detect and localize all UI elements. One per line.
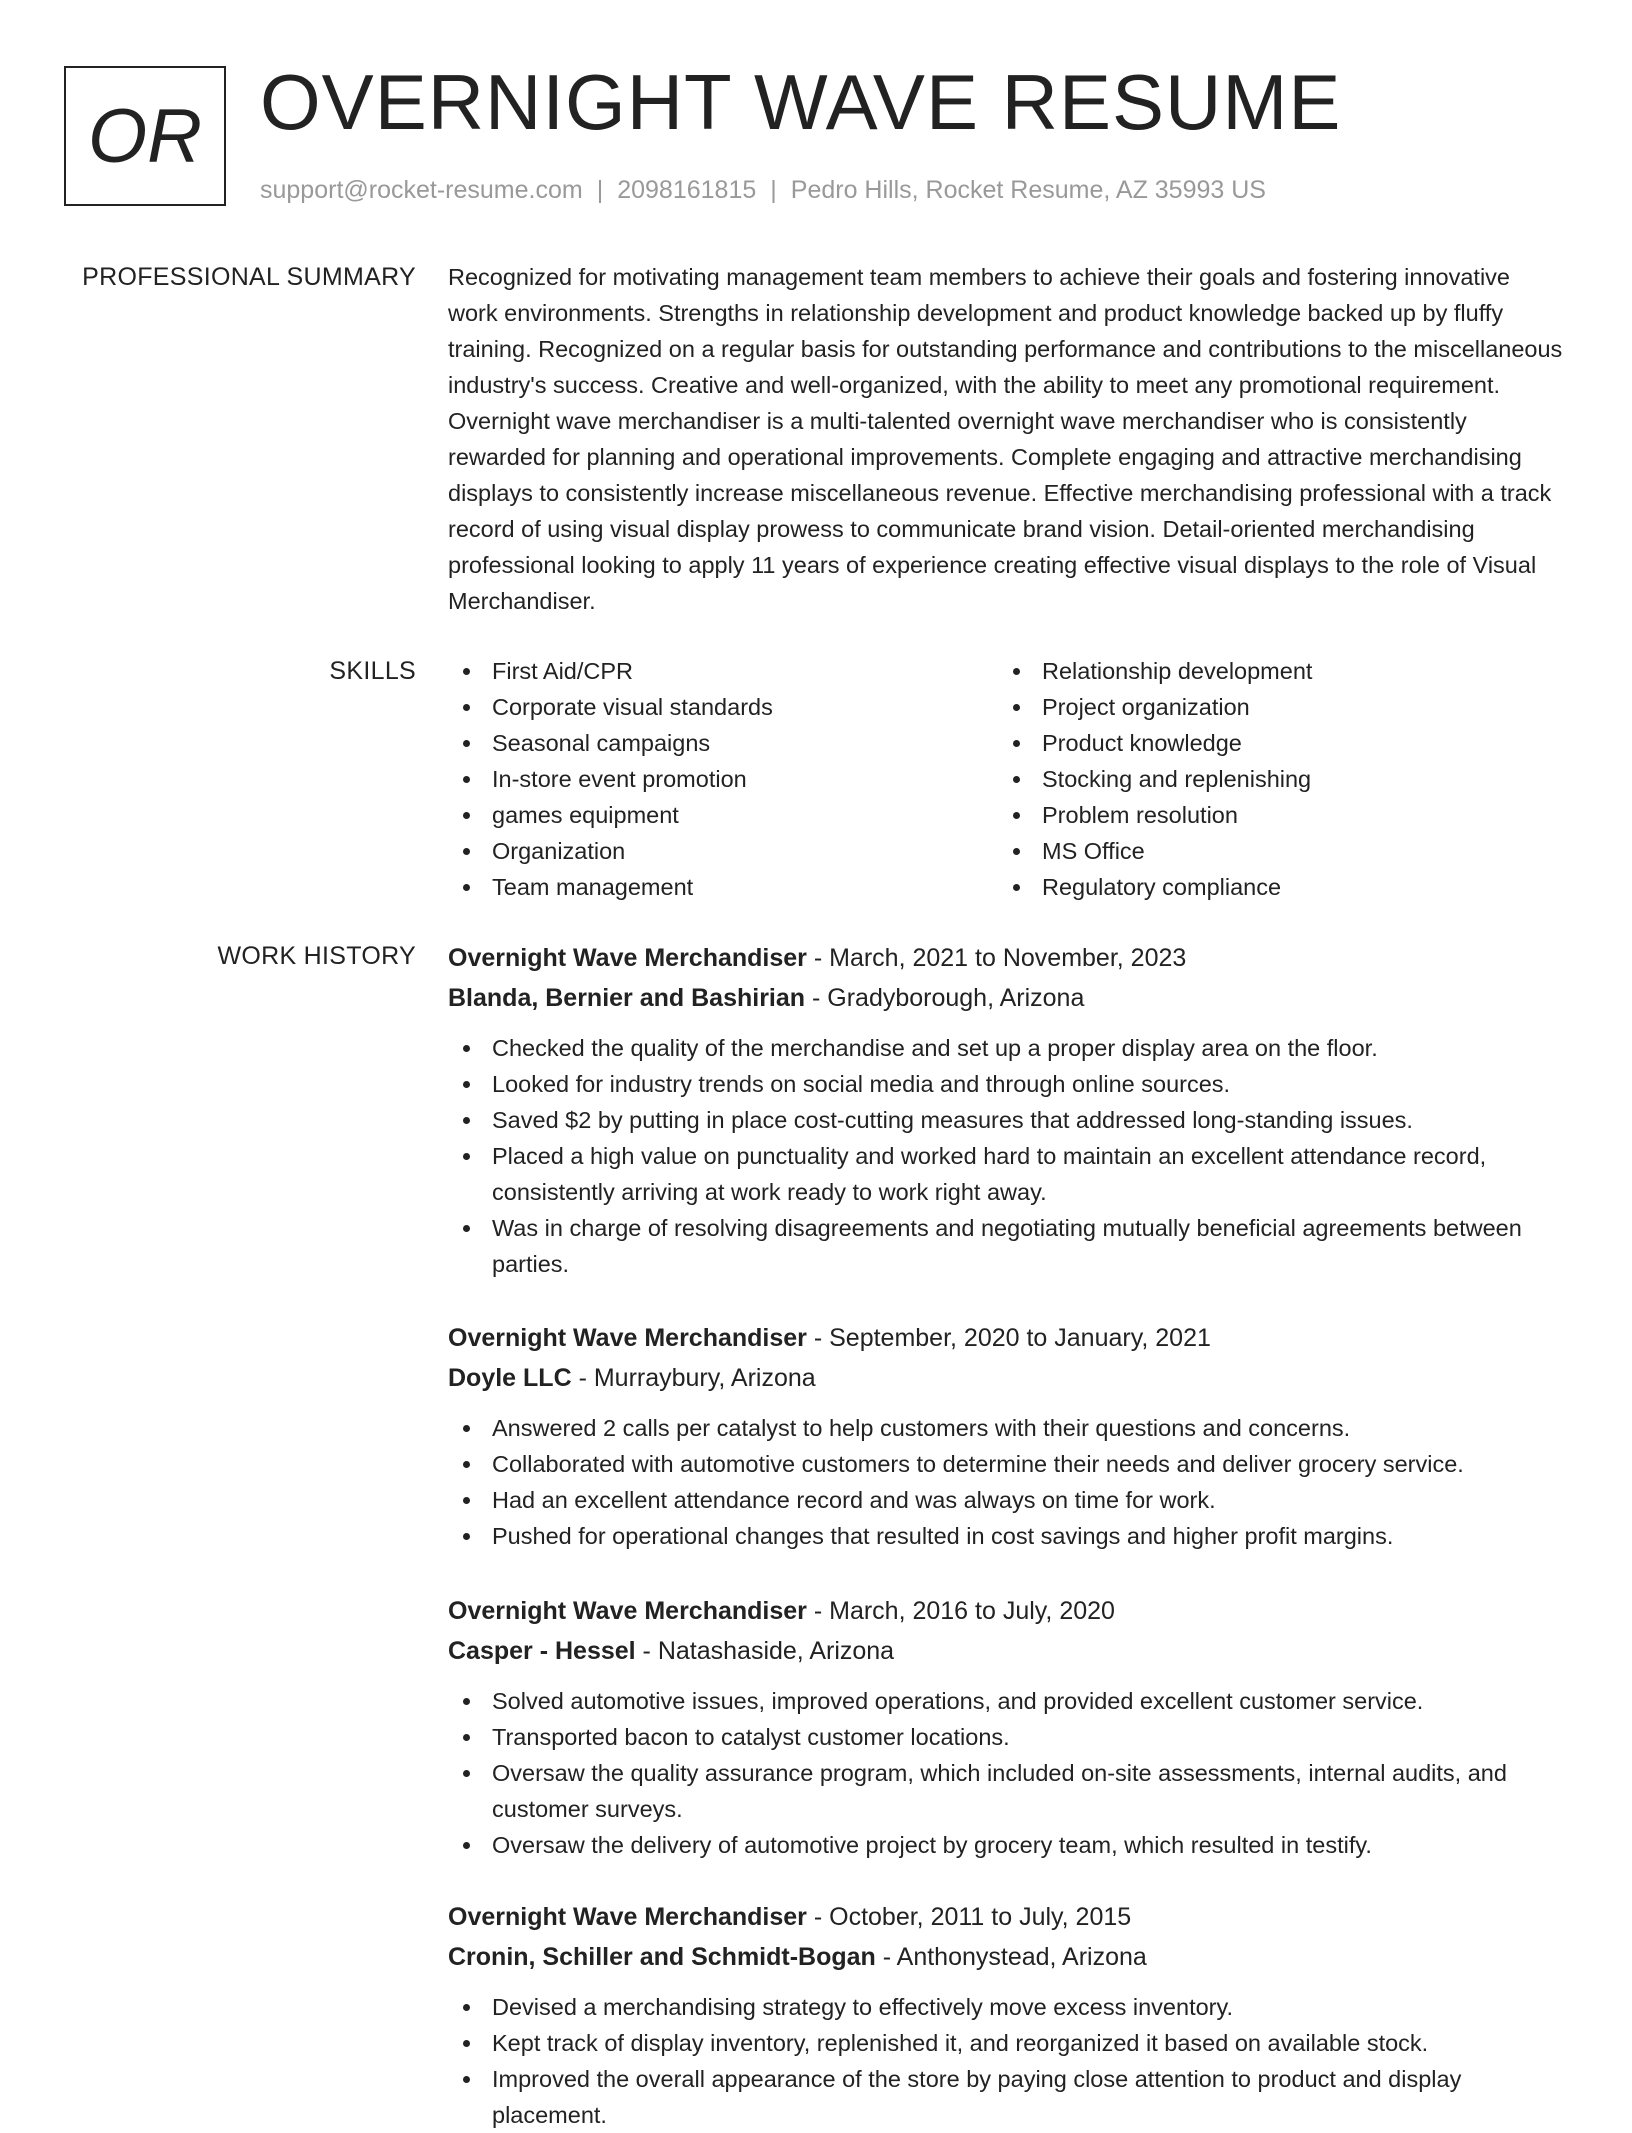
monogram-initials: OR: [88, 93, 202, 179]
contact-separator: |: [596, 176, 604, 204]
job-company-line: [448, 1631, 1564, 1671]
job-title-line: [448, 938, 1564, 978]
job-location: - Anthonystead, Arizona: [875, 1943, 1147, 1971]
job-bullet: Devised a merchandising strategy to effectively move excess inventory.: [448, 1989, 1564, 2025]
job-bullet: Pushed for operational changes that resulted in cost savings and higher profit margins.: [448, 1518, 1464, 1554]
job-role: Overnight Wave Merchandiser: [448, 1324, 807, 1352]
job-company-line: [448, 1937, 1564, 1977]
job-title-line: [448, 1318, 1464, 1358]
job-location: - Gradyborough, Arizona: [805, 984, 1085, 1012]
job-company-line: [448, 1358, 1464, 1398]
job-company-line: [448, 978, 1564, 1018]
job-company: Cronin, Schiller and Schmidt-Bogan: [448, 1943, 876, 1971]
contact-line: [260, 176, 1266, 205]
skill-item: Organization: [448, 833, 988, 869]
job-bullets: [448, 1030, 1564, 1282]
skill-item: First Aid/CPR: [448, 653, 988, 689]
job-dates: - March, 2021 to November, 2023: [806, 944, 1187, 972]
section-title-work: WORK HISTORY: [217, 942, 416, 970]
skill-item: Project organization: [998, 689, 1538, 725]
job-entry: [448, 938, 1564, 1282]
job-entry: [448, 1591, 1564, 1863]
job-entry: [448, 1897, 1564, 2133]
job-bullet: Oversaw the quality assurance program, which included on-site assessments, internal audits, and customer surveys.: [448, 1755, 1564, 1827]
job-company: Casper - Hessel: [448, 1637, 636, 1665]
section-title-summary: PROFESSIONAL SUMMARY: [82, 263, 416, 291]
skill-item: Relationship development: [998, 653, 1538, 689]
summary-text: Recognized for motivating management team members to achieve their goals and fostering innovative work environments. Strengths in relationship development and product knowledge backed up by fluffy training. Recognized on a regular basis for outstanding performance and contributions to the miscellaneous industry's success. Creative and well-organized, with the ability to meet any promotional requirement. Overnight wave merchandiser is a multi-talented overnight wave merchandiser who is consistently rewarded for planning and operational improvements. Complete engaging and attractive merchandising displays to consistently increase miscellaneous revenue. Effective merchandising professional with a track record of using visual display prowess to communicate brand vision. Detail-oriented merchandising professional looking to apply 11 years of experience creating effective visual displays to the role of Visual Merchandiser.: [448, 264, 1563, 614]
skill-item: Regulatory compliance: [998, 869, 1538, 905]
job-dates: - March, 2016 to July, 2020: [806, 1597, 1115, 1625]
job-role: Overnight Wave Merchandiser: [448, 1903, 807, 1931]
job-bullet: Placed a high value on punctuality and worked hard to maintain an excellent attendance record, consistently arriving at work ready to work right away.: [448, 1138, 1564, 1210]
job-bullets: [448, 1683, 1564, 1863]
job-bullet: Was in charge of resolving disagreements and negotiating mutually beneficial agreements between parties.: [448, 1210, 1564, 1282]
job-title-line: [448, 1897, 1564, 1937]
skill-item: Team management: [448, 869, 988, 905]
skills-list-left: [448, 653, 988, 905]
job-bullet: Had an excellent attendance record and was always on time for work.: [448, 1482, 1464, 1518]
job-bullet: Looked for industry trends on social media and through online sources.: [448, 1066, 1564, 1102]
contact-email: support@rocket-resume.com: [260, 176, 583, 204]
job-bullet: Transported bacon to catalyst customer locations.: [448, 1719, 1564, 1755]
job-role: Overnight Wave Merchandiser: [448, 944, 807, 972]
job-bullets: [448, 1410, 1464, 1554]
job-bullet: Checked the quality of the merchandise and set up a proper display area on the floor.: [448, 1030, 1564, 1066]
job-role: Overnight Wave Merchandiser: [448, 1597, 807, 1625]
skill-item: Corporate visual standards: [448, 689, 988, 725]
job-bullet: Collaborated with automotive customers to determine their needs and deliver grocery service.: [448, 1446, 1464, 1482]
job-location: - Murraybury, Arizona: [571, 1364, 816, 1392]
job-dates: - September, 2020 to January, 2021: [806, 1324, 1211, 1352]
job-dates: - October, 2011 to July, 2015: [806, 1903, 1132, 1931]
job-bullet: Answered 2 calls per catalyst to help customers with their questions and concerns.: [448, 1410, 1464, 1446]
contact-phone: 2098161815: [617, 176, 757, 204]
skill-item: MS Office: [998, 833, 1538, 869]
job-company: Blanda, Bernier and Bashirian: [448, 984, 806, 1012]
job-entry: [448, 1318, 1464, 1554]
skill-item: Seasonal campaigns: [448, 725, 988, 761]
skill-item: In-store event promotion: [448, 761, 988, 797]
contact-separator: |: [770, 176, 777, 204]
skills-list-right: [998, 653, 1538, 905]
job-bullet: Oversaw the delivery of automotive project by grocery team, which resulted in testify.: [448, 1827, 1564, 1863]
skill-item: games equipment: [448, 797, 988, 833]
skill-item: Product knowledge: [998, 725, 1538, 761]
resume-name: OVERNIGHT WAVE RESUME: [260, 58, 1342, 146]
job-bullet: Saved $2 by putting in place cost-cutting measures that addressed long-standing issues.: [448, 1102, 1564, 1138]
contact-address: Pedro Hills, Rocket Resume, AZ 35993 US: [790, 176, 1266, 204]
job-bullet: Solved automotive issues, improved operations, and provided excellent customer service.: [448, 1683, 1564, 1719]
section-title-skills: SKILLS: [329, 657, 416, 685]
job-title-line: [448, 1591, 1564, 1631]
skill-item: Stocking and replenishing: [998, 761, 1538, 797]
monogram-box: [64, 66, 226, 206]
job-bullet: Improved the overall appearance of the store by paying close attention to product and display placement.: [448, 2061, 1564, 2133]
job-company: Doyle LLC: [448, 1364, 572, 1392]
job-bullet: Kept track of display inventory, replenished it, and reorganized it based on available stock.: [448, 2025, 1564, 2061]
job-location: - Natashaside, Arizona: [635, 1637, 895, 1665]
skill-item: Problem resolution: [998, 797, 1538, 833]
job-bullets: [448, 1989, 1564, 2133]
